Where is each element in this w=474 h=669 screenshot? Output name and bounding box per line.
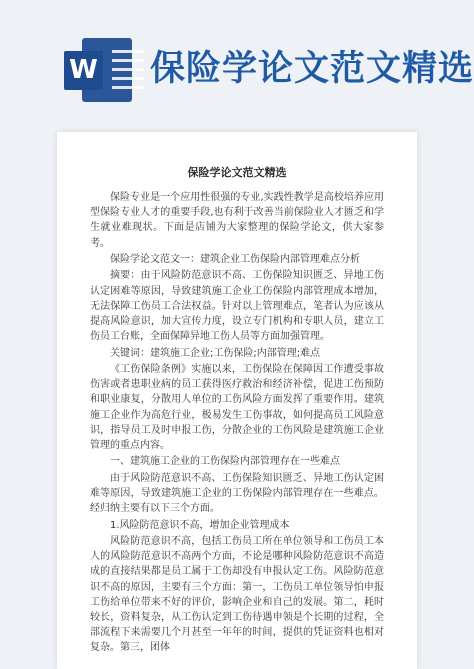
document-body [90,190,384,657]
word-document-icon [64,38,132,102]
header-banner [0,0,474,132]
logo-line [112,59,144,62]
subsection-heading: 1.风险防范意识不高，增加企业管理成本 [110,519,290,531]
banner-title: 保险学论文范文精选 [150,49,474,89]
paragraph: 保险专业是一个应用性很强的专业,实践性教学是高校培养应用型保险专业人才的重要手段,也有利于改善当前保险业人才匮乏和学生就业难现状。下面是店铺为大家整理的保险学论文，供大家参考。 [90,192,384,249]
paragraph: 保险学论文范文一：建筑企业工伤保险内部管理难点分析 [110,254,360,265]
logo-line [112,50,144,53]
paragraph: 由于风险防范意识不高、工伤保险知识匮乏、异地工伤认定困难等原因，导致建筑施工企业的工伤保险内部管理存在一些难点。经归纳主要有以下三个方面。 [90,472,384,515]
logo-line [112,77,144,80]
document-title: 保险学论文范文精选 [187,166,287,179]
section-heading: 一、建筑施工企业的工伤保险内部管理存在一些难点 [110,456,340,468]
paragraph: 风险防范意识不高，包括工伤员工所在单位领导和工伤员工本人的风险防范意识不高两个方面，不论是哪种风险防范意识不高造成的直接结果都是员工属于工伤却没有申报认定工伤。风险防范意识不高的原因，主要有三个方面：第一，工伤员工单位领导怕申报工伤给单位带来不好的评价，影响企业和自己的发展。第二，耗时较长，资料复杂，从工伤认定到工伤待遇申领是个长期的过程，全部流程下来需要几个月甚至一年年的时间，提供的凭证资料也相对复杂。第三，团体 [90,535,384,654]
paragraph: 《工伤保险条例》实施以来，工伤保险在保障因工作遭受事故伤害或者患职业病的员工获得医疗救治和经济补偿，促进工伤预防和职业康复，分散用人单位的工伤风险方面发挥了重要作用。建筑施工企业作为高危行业，极易发生工伤事故，如何提高员工风险意识，指导员工及时申报工伤，分散企业的工伤风险是建筑施工企业管理的重点内容。 [90,363,384,451]
logo-line [112,86,144,89]
word-logo-letter: W [64,51,103,90]
paragraph: 关键词：建筑施工企业;工伤保险;内部管理;难点 [110,347,321,359]
logo-line [112,68,144,71]
paragraph: 摘要：由于风险防范意识不高、工伤保险知识匮乏、异地工伤认定困难等原因，导致建筑施工企业工伤保险内部管理成本增加，无法保障工伤员工合法权益。针对以上管理难点，笔者认为应该从提高风险意识，加大宣传力度，设立专门机构和专职人员，建立工伤员工台账，全面保障异地工伤人员等方面加强管理。 [90,270,384,343]
document-page [57,132,417,669]
